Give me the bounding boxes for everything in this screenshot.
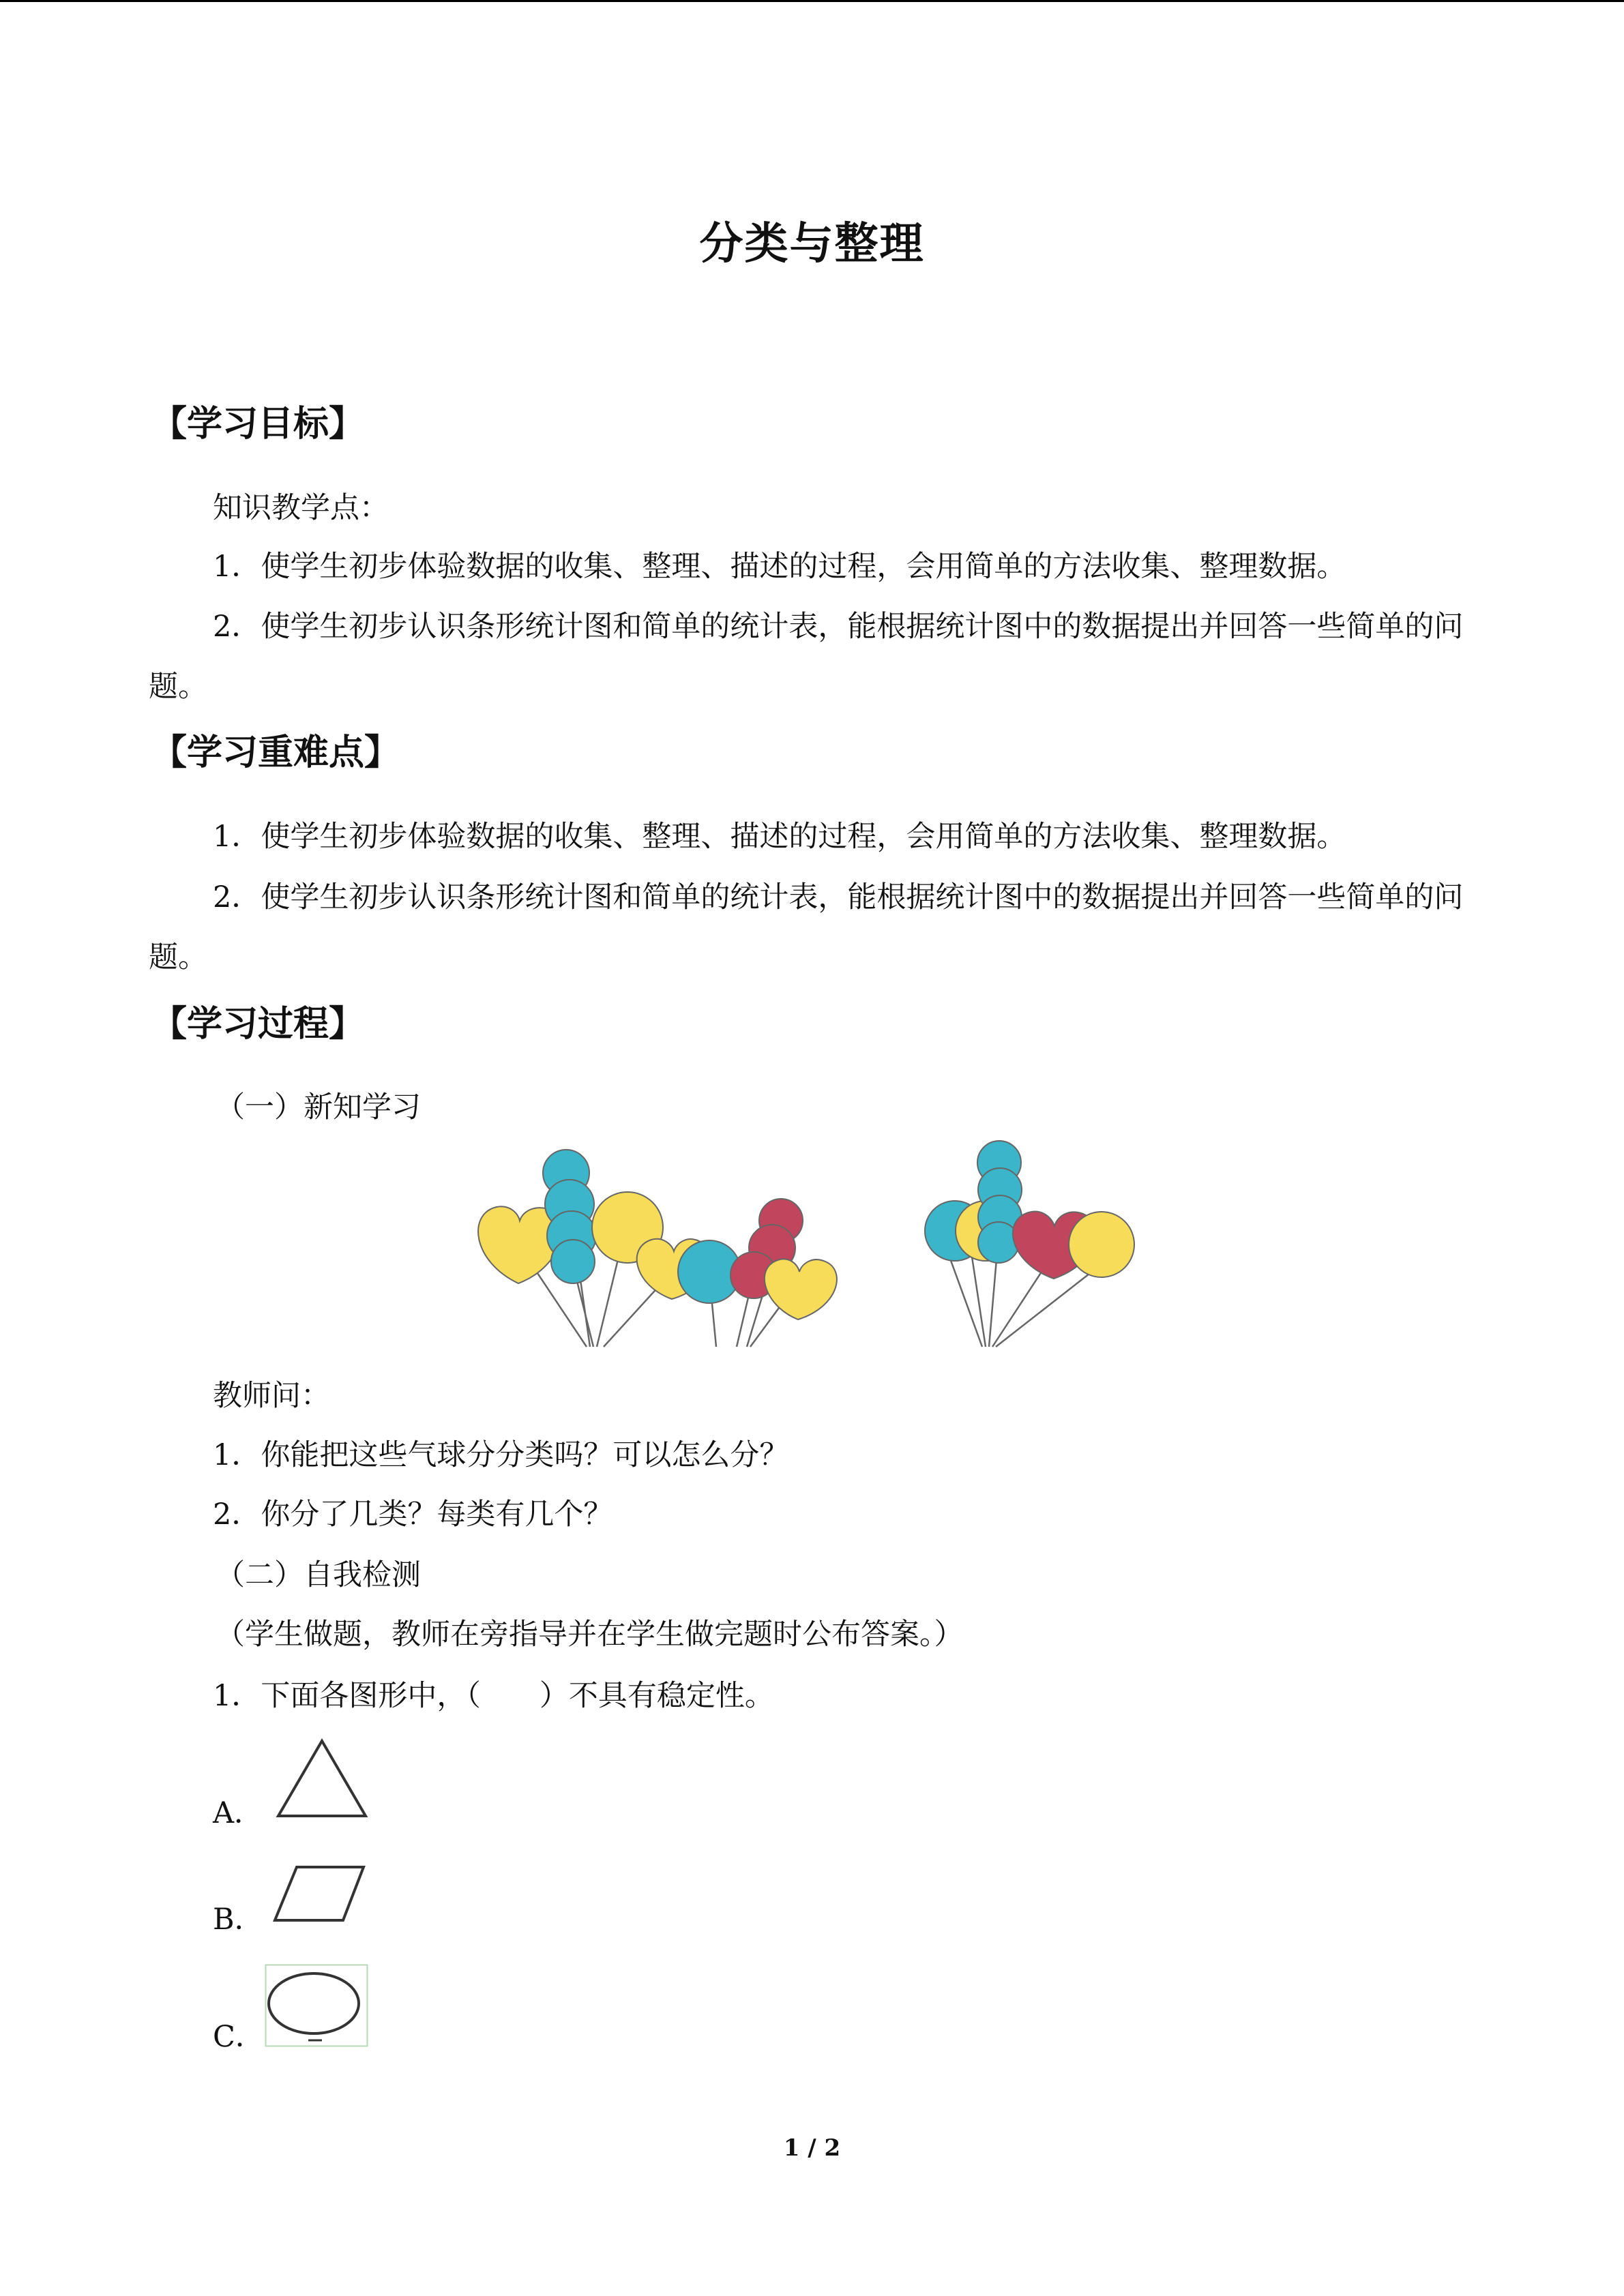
goals-item-1: 1．使学生初步体验数据的收集、整理、描述的过程，会用简单的方法收集、整理数据。 bbox=[213, 550, 1346, 584]
keypoints-item-2: 2．使学生初步认识条形统计图和简单的统计表，能根据统计图中的数据提出并回答一些简单的问题。 bbox=[149, 880, 1464, 974]
section-heading-process: 【学习过程】 bbox=[151, 1004, 365, 1045]
option-c-label: C． bbox=[213, 2020, 265, 2054]
keypoints-item-1: 1．使学生初步体验数据的收集、整理、描述的过程，会用简单的方法收集、整理数据。 bbox=[213, 820, 1346, 854]
teacher-ask: 教师问： bbox=[213, 1379, 330, 1413]
section-heading-goals: 【学习目标】 bbox=[151, 404, 365, 445]
triangle-figure bbox=[273, 1735, 372, 1821]
exercise-question-1: 1．下面各图形中，（ ）不具有稳定性。 bbox=[213, 1679, 774, 1713]
page-top-border bbox=[0, 0, 1624, 2]
question-1: 1．你能把这些气球分分类吗？可以怎么分？ bbox=[213, 1438, 789, 1472]
page-number: 1 / 2 bbox=[783, 2134, 841, 2162]
balloon-group-right bbox=[925, 1141, 1134, 1279]
process-part1: （一）新知学习 bbox=[216, 1090, 421, 1124]
process-note: （学生做题，教师在旁指导并在学生做完题时公布答案。） bbox=[216, 1617, 964, 1652]
ellipse-figure bbox=[265, 1964, 368, 2047]
parallelogram-figure bbox=[269, 1862, 368, 1926]
goals-subheading: 知识教学点： bbox=[213, 491, 389, 525]
option-a-label: A． bbox=[213, 1796, 264, 1830]
process-part2: （二）自我检测 bbox=[216, 1558, 421, 1592]
balloons-illustration bbox=[477, 1132, 1146, 1357]
section-heading-keypoints: 【学习重难点】 bbox=[151, 732, 400, 773]
page-title: 分类与整理 bbox=[699, 219, 925, 269]
question-2: 2．你分了几类？每类有几个？ bbox=[213, 1497, 613, 1532]
balloon-group-left bbox=[478, 1150, 837, 1320]
goals-item-2: 2．使学生初步认识条形统计图和简单的统计表，能根据统计图中的数据提出并回答一些简单的问题。 bbox=[149, 610, 1464, 704]
option-b-label: B． bbox=[213, 1903, 264, 1937]
